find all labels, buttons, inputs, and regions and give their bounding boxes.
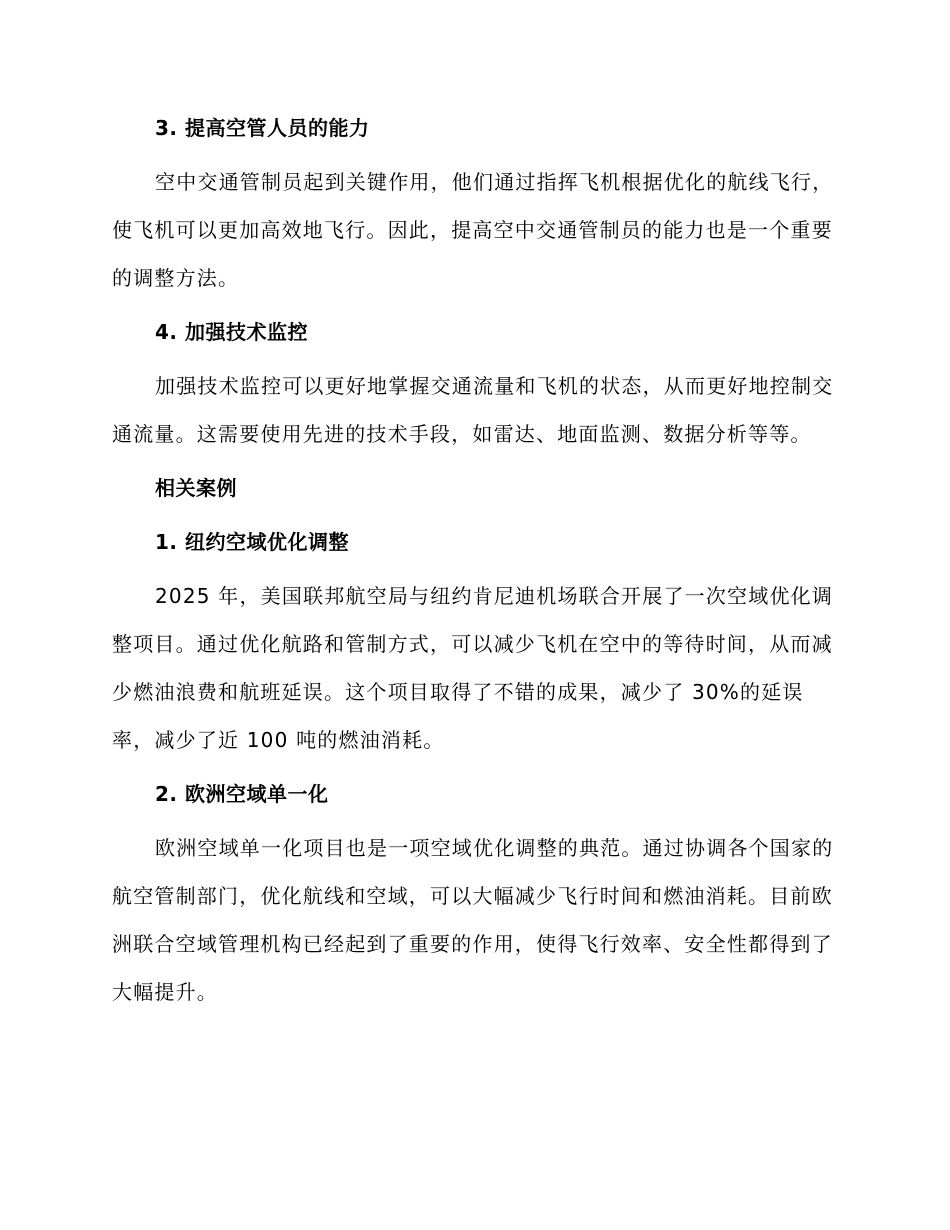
paragraph-improve-atc: 空中交通管制员起到关键作用，他们通过指挥飞机根据优化的航线飞行，使飞机可以更加高效地飞行。因此，提高空中交通管制员的能力也是一个重要的调整方法。 <box>112 170 834 290</box>
section-heading-related-cases: 相关案例 <box>155 476 237 500</box>
paragraph-europe-case: 欧洲空域单一化项目也是一项空域优化调整的典范。通过协调各个国家的航空管制部门，优化航线和空域，可以大幅减少飞行时间和燃油消耗。目前欧洲联合空域管理机构已经起到了重要的作用，使得飞行效率、安全性都得到了大幅提升。 <box>112 836 834 1004</box>
case-heading-europe: 2. 欧洲空域单一化 <box>155 782 329 806</box>
section-heading-tech-monitoring: 4. 加强技术监控 <box>155 320 308 344</box>
paragraph-tech-monitoring: 加强技术监控可以更好地掌握交通流量和飞机的状态，从而更好地控制交通流量。这需要使用先进的技术手段，如雷达、地面监测、数据分析等等。 <box>112 374 834 446</box>
section-heading-improve-atc: 3. 提高空管人员的能力 <box>155 116 370 140</box>
case-heading-new-york: 1. 纽约空域优化调整 <box>155 530 349 554</box>
document-page <box>112 104 842 1022</box>
paragraph-new-york-case: 2025 年，美国联邦航空局与纽约肯尼迪机场联合开展了一次空域优化调整项目。通过优化航路和管制方式，可以减少飞机在空中的等待时间，从而减少燃油浪费和航班延误。这个项目取得了不错的成果，减少了 30%的延误率，减少了近 100 吨的燃油消耗。 <box>112 584 834 752</box>
